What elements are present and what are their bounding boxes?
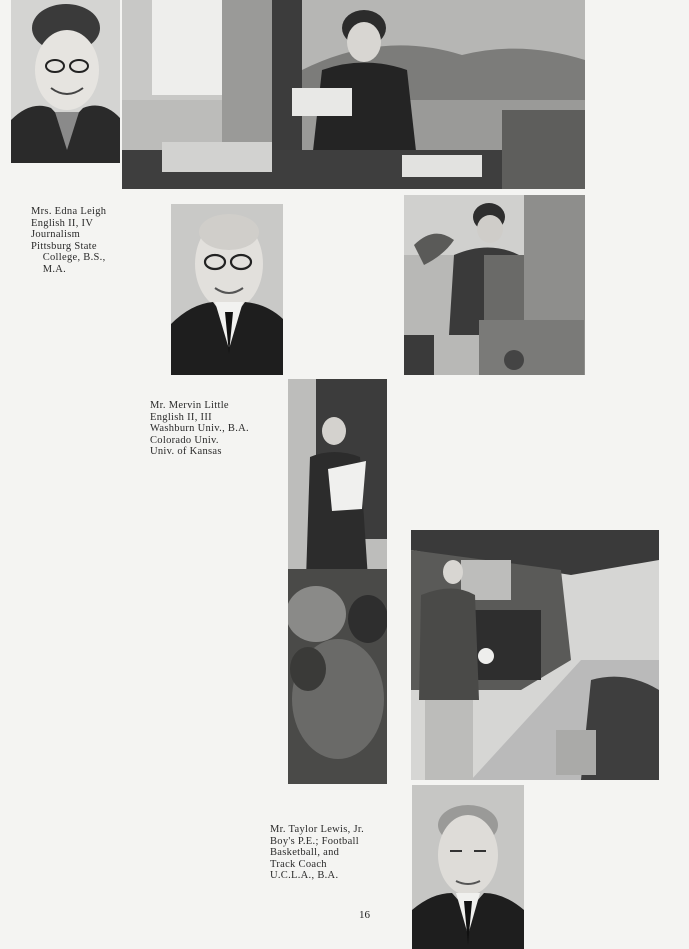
caption-line: Colorado Univ. (150, 434, 219, 446)
caption-taylor-lewis (270, 824, 364, 882)
caption-line: Boy's P.E.; Football (270, 835, 359, 847)
caption-mervin-little (150, 400, 249, 458)
caption-line: M.A. (31, 263, 67, 275)
caption-line: College, B.S., (31, 252, 106, 263)
page-number: 16 (359, 909, 370, 921)
classroom-photo-lecture (122, 0, 585, 189)
photo-classroom-reading (288, 379, 387, 784)
caption-line: English II, IV (31, 217, 94, 229)
caption-line: Mr. Mervin Little (150, 400, 229, 411)
portrait-mervin-little (171, 204, 283, 375)
portrait-taylor-lewis (412, 785, 524, 949)
caption-line: Basketball, and (270, 847, 340, 858)
caption-line: Univ. of Kansas (150, 446, 222, 457)
photo-projector (404, 195, 585, 375)
caption-line: U.C.L.A., B.A. (270, 870, 339, 881)
caption-line: Mrs. Edna Leigh (31, 206, 107, 217)
caption-line: Journalism (31, 229, 81, 240)
portrait-edna-leigh (11, 0, 120, 163)
caption-line: English II, III (150, 411, 212, 423)
caption-edna-leigh (31, 206, 106, 275)
caption-line: Mr. Taylor Lewis, Jr. (270, 824, 365, 835)
caption-line: Pittsburg State (31, 240, 97, 252)
photo-train-station (411, 530, 659, 780)
caption-line: Track Coach (270, 858, 327, 870)
caption-line: Washburn Univ., B.A. (150, 423, 249, 434)
